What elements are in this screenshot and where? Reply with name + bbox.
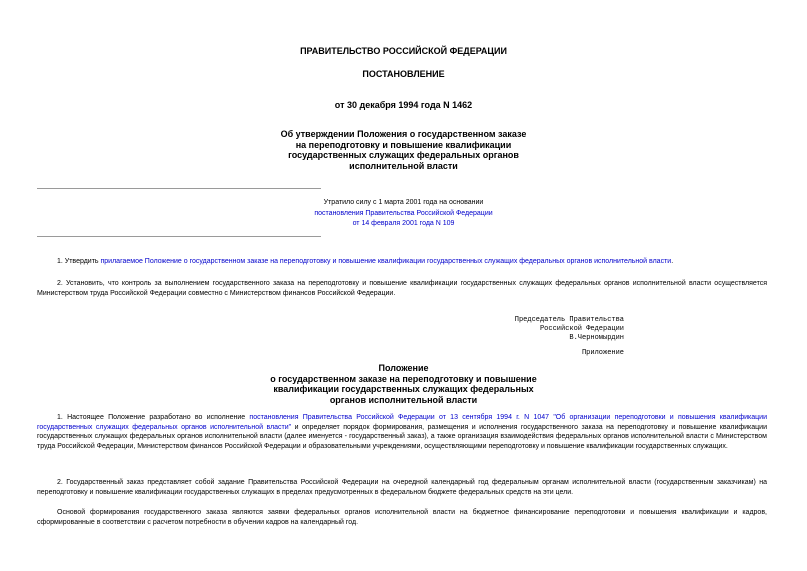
government-heading: ПРАВИТЕЛЬСТВО РОССИЙСКОЙ ФЕДЕРАЦИИ: [300, 46, 507, 56]
paragraph-1: [37, 257, 767, 267]
regulation-title-line: органов исполнительной власти: [329, 394, 478, 405]
regulation-paragraph-3: Основой формирования государственного заказа являются заявки федеральных органов исполнительной власти на бюджетное финансирование переподготовки и повышения квалификации и кадров, сформированные в соответствии с расчетом потребности в обучении кадров на календарный год.: [37, 509, 767, 526]
divider-bottom: [37, 236, 321, 237]
paragraph-1-suffix: .: [671, 258, 674, 265]
regulation-title-line: квалификации государственных служащих федеральных: [273, 384, 534, 394]
regulation-paragraph-1: [37, 413, 767, 451]
repeal-decree-date-link[interactable]: от 14 февраля 2001 года N 109: [352, 220, 455, 227]
regulation-paragraph-1-prefix: 1. Настоящее Положение разработано во исполнение: [57, 414, 250, 421]
regulation-paragraph-2: 2. Государственный заказ представляет собой задание Правительства Российской Федерации на очередной календарный год федеральным органам исполнительной власти (государственным заказчикам) на переподготовку и повышение квалификации государственных служащих в пределах предусмотренных в федеральном бюджете федеральных средств на эти цели.: [37, 479, 767, 496]
signature-block: [515, 316, 624, 358]
doc-type-heading: ПОСТАНОВЛЕНИЕ: [362, 69, 445, 79]
date-number-heading: от 30 декабря 1994 года N 1462: [334, 100, 473, 110]
regulation-title-line: о государственном заказе на переподготовку и повышение: [270, 373, 537, 384]
paragraph-1-prefix: 1. Утвердить: [57, 258, 101, 265]
title-line: государственных служащих федеральных органов: [288, 150, 519, 160]
divider-top: [37, 188, 321, 189]
title-line: Об утверждении Положения о государственном заказе: [280, 129, 527, 139]
regulation-paragraph-1-suffix: и определяет порядок формирования, размещения и исполнения государственного заказа на переподготовку и повышение квалификации государственных служащих федеральных органов исполнительной власти (далее именуется - государственный заказ), а также организация взаимодействия федеральных органов исполнительной власти с Министерством труда Российской Федерации, Министерством финансов Российской Федерации и образовательными учреждениями, осуществляющими переподготовку и повышение квалификации государственных служащих.: [37, 423, 767, 450]
regulation-link[interactable]: прилагаемое Положение о государственном заказе на переподготовку и повышение квалификации государственных служащих федеральных органов исполнительной власти: [100, 258, 672, 265]
status-note-text: Утратило силу с 1 марта 2001 года на основании: [323, 199, 484, 206]
status-note: [230, 198, 577, 230]
title-line: исполнительной власти: [349, 160, 458, 171]
repeal-decree-link[interactable]: постановления Правительства Российской Федерации: [314, 209, 493, 217]
signature-country: Российской Федерации: [539, 324, 624, 333]
signature-title: Председатель Правительства: [514, 316, 624, 324]
document-title: [160, 129, 647, 171]
regulation-title-line: Положение: [378, 363, 429, 373]
title-line: на переподготовку и повышение квалификации: [295, 139, 512, 150]
appendix-label: Приложение: [581, 349, 624, 358]
paragraph-2: 2. Установить, что контроль за выполнением государственного заказа на переподготовку и повышение квалификации государственных служащих федеральных органов исполнительной власти осуществляется Министерством труда Российской Федерации совместно с Министерством финансов Российской Федерации.: [37, 280, 767, 297]
signature-name: В.Черномырдин: [569, 333, 624, 342]
regulation-title: [160, 363, 647, 405]
decree-1047-link[interactable]: постановления Правительства Российской Федерации от 13 сентября 1994 г. N 1047 "Об организации переподготовки и повышения квалификации государственных служащих федеральных органов исполнительной власти": [37, 414, 767, 431]
